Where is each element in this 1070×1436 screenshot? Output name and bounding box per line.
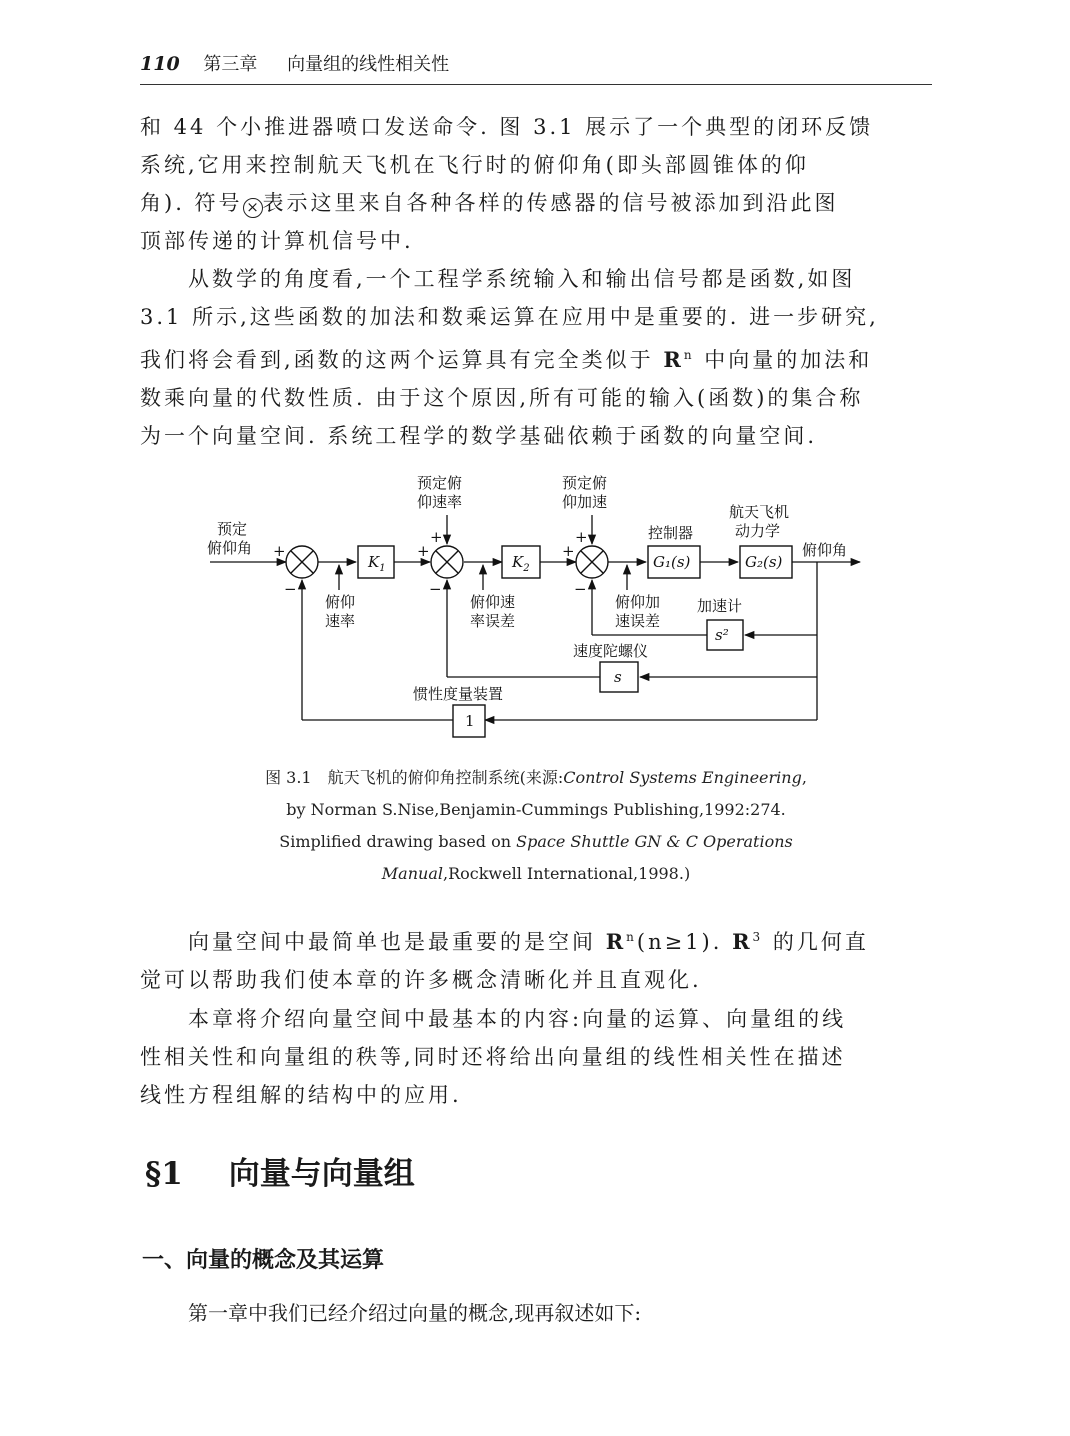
caption-line: Manual,Rockwell International,1998.) (381, 864, 691, 883)
chapter-label: 第三章 (203, 54, 258, 75)
text-line: 线性方程组解的结构中的应用. (140, 1083, 462, 1107)
controller-label: 控制器 (648, 524, 694, 542)
paragraph-3 (140, 918, 932, 999)
k2-block: $K_2$ (512, 553, 530, 574)
ref-acc-label: 仰加速 (562, 493, 608, 511)
dynamics-label: 航天飞机 (729, 503, 790, 521)
ref-rate-label: 仰速率 (417, 493, 463, 511)
minus-sign: − (429, 580, 442, 598)
g1-block: G₁(s) (653, 553, 691, 571)
otimes-symbol: × (243, 198, 263, 218)
text-line: 顶部传递的计算机信号中. (140, 229, 414, 253)
text-line: 觉可以帮助我们使本章的许多概念清晰化并且直观化. (140, 968, 702, 992)
ref-acc-label: 预定俯 (562, 474, 608, 492)
plus-sign: + (562, 542, 575, 560)
running-header (140, 50, 932, 85)
caption-line: Simplified drawing based on Space Shuttle GN & C Operations (279, 832, 793, 851)
imu-label: 惯性度量装置 (413, 685, 504, 703)
s2-block: s² (715, 626, 729, 644)
plus-sign: + (430, 528, 443, 546)
input-label: 预定 (217, 520, 248, 538)
plus-sign: + (273, 542, 286, 560)
accelerometer-label: 加速计 (697, 597, 743, 615)
plus-sign: + (575, 528, 588, 546)
input-label: 俯仰角 (207, 539, 253, 557)
text-line: 为一个向量空间. 系统工程学的数学基础依赖于函数的向量空间. (140, 424, 818, 448)
section-number: §1 (145, 1156, 183, 1192)
caption-line: by Norman S.Nise,Benjamin-Cummings Publishing,1992:274. (286, 800, 786, 819)
minus-sign: − (574, 580, 587, 598)
chapter-title: 向量组的线性相关性 (287, 54, 450, 75)
rate-label: 俯仰 (325, 593, 356, 611)
output-label: 俯仰角 (802, 541, 848, 559)
section-heading (145, 1148, 415, 1193)
dynamics-label: 动力学 (735, 522, 781, 540)
plus-sign: + (417, 542, 430, 560)
minus-sign: − (284, 580, 297, 598)
rate-error-label: 率误差 (470, 612, 516, 630)
body-text-line: 第一章中我们已经介绍过向量的概念,现再叙述如下: (188, 1301, 642, 1325)
ref-rate-label: 预定俯 (417, 474, 463, 492)
paragraph-2 (140, 260, 932, 455)
page-number: 110 (140, 53, 180, 75)
gyro-label: 速度陀螺仪 (573, 642, 649, 660)
pitch-control-diagram (195, 470, 875, 750)
rate-label: 速率 (325, 612, 356, 630)
unity-block: 1 (465, 712, 475, 730)
acc-error-label: 速误差 (615, 612, 661, 630)
figure-caption (140, 762, 932, 890)
text-line: 向量空间中最简单也是最重要的是空间 $R^n(n\ge 1)$. $R^3$ 的几何直 (188, 929, 869, 954)
text-line: 系统,它用来控制航天飞机在飞行时的俯仰角(即头部圆锥体的仰 (140, 153, 809, 177)
caption-line: 图 3.1 航天飞机的俯仰角控制系统(来源:Control Systems Engineering, (265, 768, 807, 787)
g2-block: G₂(s) (745, 553, 783, 571)
subsection-heading: 一、向量的概念及其运算 (142, 1248, 385, 1273)
text-line: 3.1 所示,这些函数的加法和数乘运算在应用中是重要的. 进一步研究, (140, 305, 879, 329)
text-line: 本章将介绍向量空间中最基本的内容:向量的运算、向量组的线 (188, 1007, 847, 1031)
k1-block: $K_1$ (368, 553, 386, 574)
s-block: s (614, 668, 622, 686)
text-line: 和 44 个小推进器喷口发送命令. 图 3.1 展示了一个典型的闭环反馈 (140, 115, 874, 139)
section-title: 向量与向量组 (228, 1156, 415, 1192)
text-line: 我们将会看到,函数的这两个运算具有完全类似于 $R^n$ 中向量的加法和 (140, 347, 873, 372)
acc-error-label: 俯仰加 (615, 593, 661, 611)
text-line: 角). 符号 × 表示这里来自各种各样的传感器的信号被添加到沿此图 (140, 191, 839, 216)
paragraph-4 (140, 1000, 932, 1114)
text-line: 数乘向量的代数性质. 由于这个原因,所有可能的输入(函数)的集合称 (140, 386, 864, 410)
text-line: 性相关性和向量组的秩等,同时还将给出向量组的线性相关性在描述 (140, 1045, 846, 1069)
text-line: 从数学的角度看,一个工程学系统输入和输出信号都是函数,如图 (188, 267, 856, 291)
paragraph-1 (140, 108, 932, 260)
rate-error-label: 俯仰速 (470, 593, 516, 611)
